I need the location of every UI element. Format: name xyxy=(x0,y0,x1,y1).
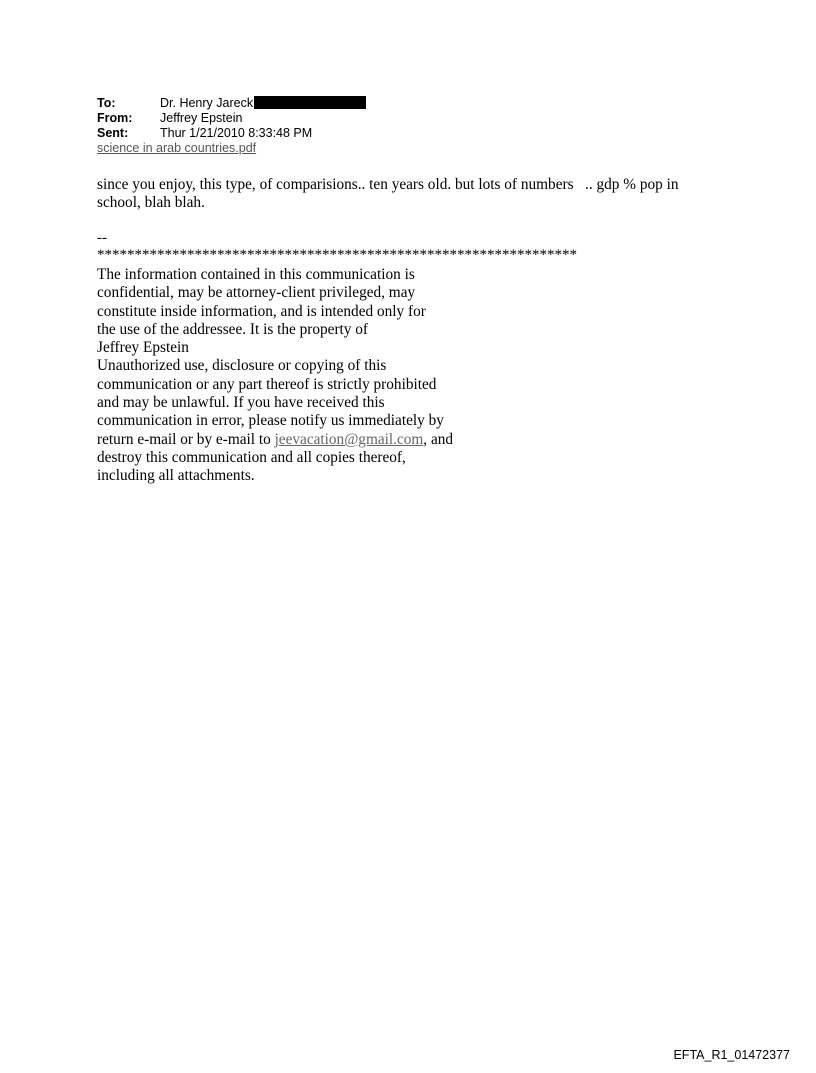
redaction-block xyxy=(254,96,366,109)
disclaimer-line: The information contained in this communication is xyxy=(97,266,415,283)
attachment-row xyxy=(97,141,366,156)
signature-dash: -- xyxy=(97,230,107,246)
signature-stars: **************************************************************** xyxy=(97,247,577,263)
sent-value: Thur 1/21/2010 8:33:48 PM xyxy=(160,126,313,140)
disclaimer-line: constitute inside information, and is intended only for xyxy=(97,302,426,320)
disclaimer-line: and may be unlawful. If you have received this xyxy=(97,394,385,412)
disclaimer-line: the use of the addressee. It is the property of xyxy=(97,320,369,338)
email-link[interactable]: jeevacation@gmail.com xyxy=(274,430,424,448)
disclaimer-line: communication in error, please notify us immediately by xyxy=(97,412,444,430)
to-value xyxy=(160,96,366,111)
to-label: To: xyxy=(97,96,116,110)
disclaimer-line: Unauthorized use, disclosure or copying of this xyxy=(97,357,387,375)
message-body xyxy=(97,176,737,212)
from-row xyxy=(97,111,366,126)
sent-label: Sent: xyxy=(97,126,129,140)
to-name: Dr. Henry Jareck xyxy=(160,96,254,110)
attachment-link[interactable]: science in arab countries.pdf xyxy=(97,141,257,155)
disclaimer-line: communication or any part thereof is strictly prohibited xyxy=(97,375,437,393)
document-id: EFTA_R1_01472377 xyxy=(673,1048,790,1062)
disclaimer-email-suffix: , and xyxy=(423,430,454,448)
disclaimer-email-prefix: return e-mail or by e-mail to xyxy=(97,430,275,448)
body-line-1: since you enjoy, this type, of comparisions.. ten years old. but lots of numbers .. gdp % pop in xyxy=(97,176,679,193)
disclaimer-line: including all attachments. xyxy=(97,467,255,485)
from-label: From: xyxy=(97,111,133,125)
disclaimer-block xyxy=(97,266,453,486)
disclaimer-line-email xyxy=(97,431,453,449)
disclaimer-line: destroy this communication and all copies thereof, xyxy=(97,448,406,466)
to-row xyxy=(97,96,366,111)
disclaimer-line: Jeffrey Epstein xyxy=(97,339,189,357)
email-header xyxy=(97,96,366,156)
from-value: Jeffrey Epstein xyxy=(160,111,243,125)
sent-row xyxy=(97,126,366,141)
disclaimer-line: confidential, may be attorney-client privileged, may xyxy=(97,284,416,302)
body-line-2: school, blah blah. xyxy=(97,194,205,211)
